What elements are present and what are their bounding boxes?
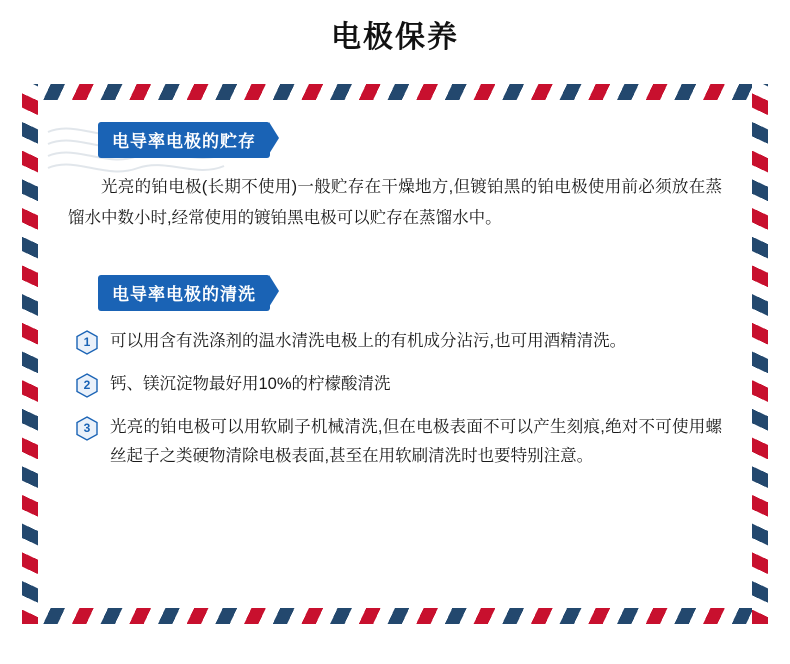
- airmail-frame: [22, 84, 768, 624]
- step-number: 2: [83, 377, 91, 392]
- frame-content: [38, 100, 752, 608]
- frame-edge-bottom: [22, 608, 768, 624]
- section-storage: [68, 122, 722, 233]
- step-number: 3: [83, 420, 91, 435]
- frame-edge-top: [22, 84, 768, 100]
- section-storage-paragraph: 光亮的铂电极(长期不使用)一般贮存在干燥地方,但镀铂黑的铂电极使用前必须放在蒸馏水中数小时,经常使用的镀铂黑电极可以贮存在蒸馏水中。: [68, 178, 722, 227]
- section-cleaning: [68, 275, 722, 471]
- section-cleaning-heading: 电导率电极的清洗: [98, 275, 270, 311]
- section-storage-heading: 电导率电极的贮存: [98, 122, 270, 158]
- step-number: 1: [83, 335, 91, 350]
- list-item: [68, 327, 722, 356]
- frame-edge-left: [22, 84, 38, 624]
- frame-edge-right: [752, 84, 768, 624]
- page-title: 电极保养: [331, 21, 459, 54]
- list-item: [68, 413, 722, 471]
- list-item: [68, 370, 722, 399]
- hexagon-number-icon: [76, 330, 98, 355]
- hexagon-number-icon: [76, 373, 98, 398]
- step-text: 钙、镁沉淀物最好用10%的柠檬酸清洗: [110, 374, 391, 393]
- hexagon-number-icon: [76, 416, 98, 441]
- cleaning-steps-list: [68, 327, 722, 471]
- step-text: 光亮的铂电极可以用软刷子机械清洗,但在电极表面不可以产生刻痕,绝对不可使用螺丝起子之类硬物清除电极表面,甚至在用软刷清洗时也要特别注意。: [110, 417, 722, 465]
- step-text: 可以用含有洗涤剂的温水清洗电极上的有机成分沾污,也可用酒精清洗。: [110, 332, 627, 351]
